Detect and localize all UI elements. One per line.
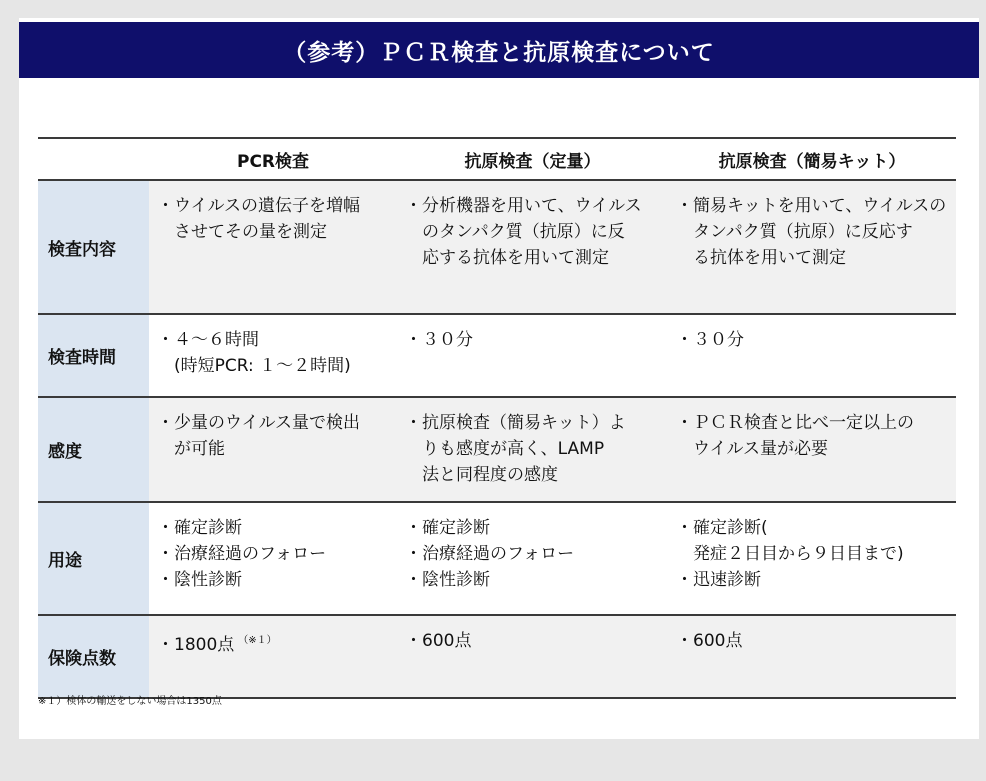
table-cell [668, 397, 956, 502]
cell-line: ウイルス量が必要 [676, 439, 828, 459]
slide [19, 18, 979, 739]
table-row-insurance-points [38, 615, 956, 698]
table-row-test-content [38, 180, 956, 314]
page-title: （参考）ＰＣＲ検査と抗原検査について [19, 22, 979, 78]
footnote: ※１）検体の輸送をしない場合は1350点 [38, 696, 222, 707]
table-cell [397, 502, 668, 615]
cell-line: ・治療経過のフォロー [157, 544, 327, 564]
cell-line: 発症２日目から９日目まで) [676, 544, 904, 564]
header-empty [38, 138, 149, 180]
table-header-row [38, 138, 956, 180]
cell-line: ・確定診断( [676, 518, 768, 538]
table-cell [397, 615, 668, 698]
cell-line: ・少量のウイルス量で検出 [157, 413, 360, 433]
points-value: ・1800点 [157, 635, 235, 655]
row-header: 感度 [38, 397, 149, 502]
row-header: 用途 [38, 502, 149, 615]
table-cell [668, 615, 956, 698]
cell-line: ・ウイルスの遺伝子を増幅 [157, 196, 360, 216]
table-cell [397, 314, 668, 397]
cell-line: ・陰性診断 [157, 570, 242, 590]
cell-line: ・確定診断 [405, 518, 490, 538]
cell-line: ・３０分 [676, 330, 744, 350]
cell-line [157, 628, 391, 658]
cell-line: ・抗原検査（簡易キット）よ [405, 413, 626, 433]
cell-line: ・３０分 [405, 330, 473, 350]
row-header: 検査内容 [38, 180, 149, 314]
header-antigen-quantitative: 抗原検査（定量） [397, 138, 668, 180]
table-cell [668, 180, 956, 314]
cell-line: る抗体を用いて測定 [676, 248, 846, 268]
cell-line: 応する抗体を用いて測定 [405, 248, 609, 268]
cell-line: ・４～６時間 [157, 330, 259, 350]
cell-line: させてその量を測定 [157, 222, 327, 242]
cell-line: ・600点 [676, 631, 743, 651]
table-row-sensitivity [38, 397, 956, 502]
cell-line: ・分析機器を用いて、ウイルス [405, 196, 642, 216]
table-row-usage [38, 502, 956, 615]
table-cell [668, 502, 956, 615]
table-cell [149, 615, 397, 698]
cell-line: が可能 [157, 439, 225, 459]
cell-line: ・迅速診断 [676, 570, 761, 590]
cell-line: ・ＰＣＲ検査と比べ一定以上の [676, 413, 914, 433]
cell-line: ・確定診断 [157, 518, 242, 538]
row-header: 検査時間 [38, 314, 149, 397]
table-cell [149, 180, 397, 314]
table-cell [149, 502, 397, 615]
table-cell [668, 314, 956, 397]
footnote-mark: （※１） [238, 635, 277, 646]
header-pcr: PCR検査 [149, 138, 397, 180]
row-header: 保険点数 [38, 615, 149, 698]
cell-line: りも感度が高く、LAMP [405, 439, 605, 459]
comparison-table [38, 137, 956, 699]
cell-line: ・陰性診断 [405, 570, 490, 590]
cell-line: ・簡易キットを用いて、ウイルスの [676, 196, 947, 216]
table-cell [149, 314, 397, 397]
cell-line: 法と同程度の感度 [405, 465, 558, 485]
table-cell [397, 180, 668, 314]
cell-line: ・600点 [405, 631, 472, 651]
table-row-test-time [38, 314, 956, 397]
cell-line: ・治療経過のフォロー [405, 544, 575, 564]
table-cell [397, 397, 668, 502]
header-antigen-kit: 抗原検査（簡易キット） [668, 138, 956, 180]
cell-line: (時短PCR: １～２時間) [157, 356, 351, 376]
cell-line: のタンパク質（抗原）に反 [405, 222, 625, 242]
table-cell [149, 397, 397, 502]
cell-line: タンパク質（抗原）に反応す [676, 222, 913, 242]
